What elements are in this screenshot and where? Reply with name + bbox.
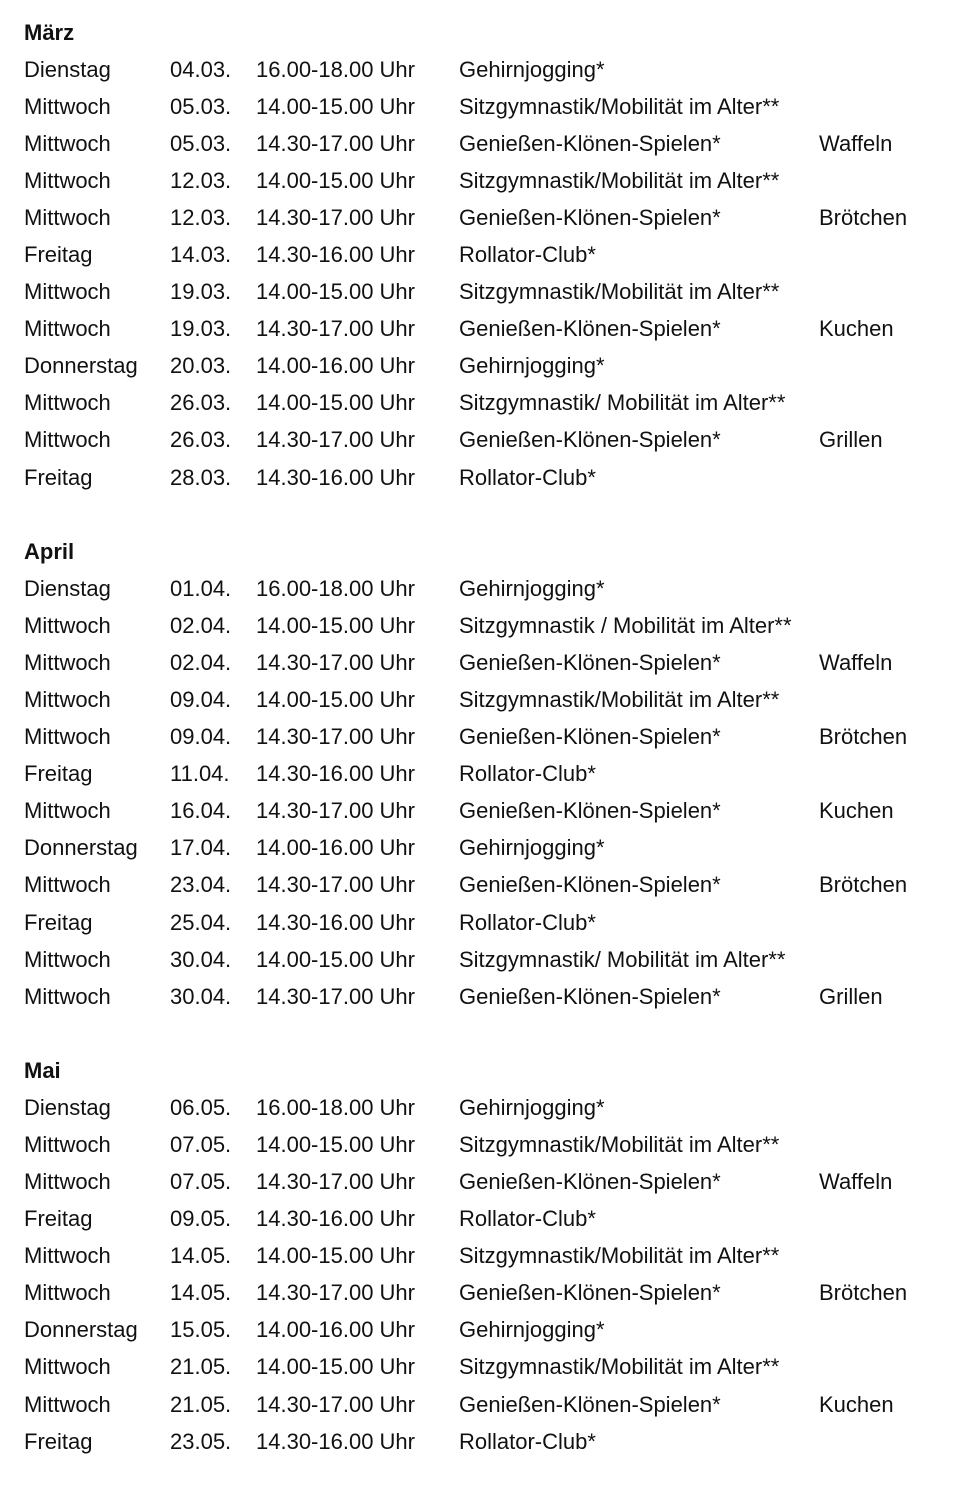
weekday-cell: Mittwoch <box>24 1131 111 1157</box>
time-cell: 14.00-15.00 Uhr <box>256 390 415 416</box>
schedule-row <box>24 570 944 607</box>
time-cell: 14.00-15.00 Uhr <box>256 612 415 638</box>
date-cell: 20.03. <box>170 353 232 379</box>
time-cell: 14.30-17.00 Uhr <box>256 983 415 1009</box>
schedule-row <box>24 274 944 311</box>
weekday-cell: Freitag <box>24 761 93 787</box>
schedule-row <box>24 941 944 978</box>
weekday-cell: Mittwoch <box>24 167 111 193</box>
weekday-cell: Mittwoch <box>24 649 111 675</box>
time-cell: 14.00-16.00 Uhr <box>256 1317 415 1343</box>
schedule-row <box>24 793 944 830</box>
schedule-row <box>24 978 944 1015</box>
month-section <box>24 14 944 496</box>
schedule-row <box>24 88 944 125</box>
time-cell: 14.30-16.00 Uhr <box>256 1428 415 1454</box>
activity-cell: Sitzgymnastik/Mobilität im Alter** <box>459 93 780 119</box>
date-cell: 19.03. <box>170 316 232 342</box>
schedule-row <box>24 1089 944 1126</box>
weekday-cell: Donnerstag <box>24 835 138 861</box>
activity-cell: Sitzgymnastik/Mobilität im Alter** <box>459 167 780 193</box>
weekday-cell: Dienstag <box>24 575 111 601</box>
activity-cell: Genießen-Klönen-Spielen* <box>459 1280 721 1306</box>
activity-cell: Sitzgymnastik/Mobilität im Alter** <box>459 1354 780 1380</box>
time-cell: 14.30-17.00 Uhr <box>256 798 415 824</box>
activity-cell: Sitzgymnastik / Mobilität im Alter** <box>459 612 792 638</box>
weekday-cell: Mittwoch <box>24 1391 111 1417</box>
schedule-row <box>24 756 944 793</box>
date-cell: 25.04. <box>170 909 232 935</box>
date-cell: 11.04. <box>170 761 230 787</box>
activity-cell: Genießen-Klönen-Spielen* <box>459 1391 721 1417</box>
schedule-row <box>24 459 944 496</box>
weekday-cell: Freitag <box>24 909 93 935</box>
weekday-cell: Mittwoch <box>24 1168 111 1194</box>
date-cell: 06.05. <box>170 1094 232 1120</box>
weekday-cell: Mittwoch <box>24 686 111 712</box>
weekday-cell: Donnerstag <box>24 1317 138 1343</box>
time-cell: 14.00-15.00 Uhr <box>256 279 415 305</box>
time-cell: 14.30-17.00 Uhr <box>256 427 415 453</box>
date-cell: 23.05. <box>170 1428 232 1454</box>
time-cell: 16.00-18.00 Uhr <box>256 56 415 82</box>
activity-cell: Rollator-Club* <box>459 909 596 935</box>
activity-cell: Gehirnjogging* <box>459 1094 605 1120</box>
month-title: März <box>24 20 75 45</box>
schedule-row <box>24 1423 944 1460</box>
time-cell: 14.30-17.00 Uhr <box>256 724 415 750</box>
weekday-cell: Mittwoch <box>24 279 111 305</box>
activity-cell: Genießen-Klönen-Spielen* <box>459 204 721 230</box>
time-cell: 14.30-17.00 Uhr <box>256 1168 415 1194</box>
date-cell: 04.03. <box>170 56 232 82</box>
schedule-row <box>24 644 944 681</box>
activity-cell: Gehirnjogging* <box>459 835 605 861</box>
weekday-cell: Mittwoch <box>24 798 111 824</box>
time-cell: 14.00-15.00 Uhr <box>256 1354 415 1380</box>
month-section <box>24 1052 944 1460</box>
activity-cell: Genießen-Klönen-Spielen* <box>459 130 721 156</box>
activity-cell: Genießen-Klönen-Spielen* <box>459 427 721 453</box>
activity-cell: Genießen-Klönen-Spielen* <box>459 724 721 750</box>
date-cell: 01.04. <box>170 575 232 601</box>
activity-cell: Rollator-Club* <box>459 464 596 490</box>
time-cell: 14.30-17.00 Uhr <box>256 316 415 342</box>
food-note-cell: Brötchen <box>819 872 908 898</box>
date-cell: 12.03. <box>170 204 232 230</box>
schedule-row <box>24 904 944 941</box>
food-note-cell: Brötchen <box>819 724 908 750</box>
weekday-cell: Donnerstag <box>24 353 138 379</box>
activity-cell: Gehirnjogging* <box>459 575 605 601</box>
food-note-cell: Grillen <box>819 427 883 453</box>
date-cell: 23.04. <box>170 872 232 898</box>
schedule-row <box>24 199 944 236</box>
activity-cell: Genießen-Klönen-Spielen* <box>459 872 721 898</box>
time-cell: 14.30-17.00 Uhr <box>256 204 415 230</box>
activity-cell: Genießen-Klönen-Spielen* <box>459 1168 721 1194</box>
activity-cell: Gehirnjogging* <box>459 353 605 379</box>
time-cell: 14.30-17.00 Uhr <box>256 872 415 898</box>
time-cell: 14.00-15.00 Uhr <box>256 167 415 193</box>
weekday-cell: Freitag <box>24 1428 93 1454</box>
schedule-row <box>24 719 944 756</box>
schedule-row <box>24 1312 944 1349</box>
weekday-cell: Mittwoch <box>24 390 111 416</box>
time-cell: 14.30-16.00 Uhr <box>256 464 415 490</box>
schedule-row <box>24 1386 944 1423</box>
weekday-cell: Mittwoch <box>24 872 111 898</box>
date-cell: 14.05. <box>170 1243 232 1269</box>
food-note-cell: Waffeln <box>819 649 893 675</box>
time-cell: 14.30-16.00 Uhr <box>256 242 415 268</box>
time-cell: 16.00-18.00 Uhr <box>256 1094 415 1120</box>
time-cell: 14.00-15.00 Uhr <box>256 1243 415 1269</box>
activity-cell: Genießen-Klönen-Spielen* <box>459 983 721 1009</box>
food-note-cell: Kuchen <box>819 316 894 342</box>
weekday-cell: Mittwoch <box>24 204 111 230</box>
date-cell: 15.05. <box>170 1317 232 1343</box>
schedule-row <box>24 830 944 867</box>
schedule-row <box>24 385 944 422</box>
weekday-cell: Mittwoch <box>24 93 111 119</box>
schedule-row <box>24 1126 944 1163</box>
month-title: April <box>24 539 75 565</box>
weekday-cell: Mittwoch <box>24 1354 111 1380</box>
weekday-cell: Dienstag <box>24 56 111 82</box>
date-cell: 09.05. <box>170 1206 232 1232</box>
food-note-cell: Brötchen <box>819 1280 908 1306</box>
food-note-cell: Waffeln <box>819 130 893 156</box>
date-cell: 14.05. <box>170 1280 232 1306</box>
date-cell: 09.04. <box>170 724 232 750</box>
activity-cell: Sitzgymnastik/ Mobilität im Alter** <box>459 390 786 416</box>
date-cell: 21.05. <box>170 1391 232 1417</box>
schedule-row <box>24 867 944 904</box>
time-cell: 14.00-15.00 Uhr <box>256 946 415 972</box>
schedule-row <box>24 1349 944 1386</box>
schedule-row <box>24 51 944 88</box>
event-schedule <box>24 14 944 1497</box>
schedule-row <box>24 1238 944 1275</box>
date-cell: 19.03. <box>170 279 232 305</box>
schedule-row <box>24 607 944 644</box>
time-cell: 14.30-16.00 Uhr <box>256 909 415 935</box>
date-cell: 14.03. <box>170 242 232 268</box>
weekday-cell: Mittwoch <box>24 724 111 750</box>
date-cell: 05.03. <box>170 130 232 156</box>
date-cell: 26.03. <box>170 427 232 453</box>
activity-cell: Rollator-Club* <box>459 242 596 268</box>
date-cell: 30.04. <box>170 983 232 1009</box>
activity-cell: Rollator-Club* <box>459 1206 596 1232</box>
schedule-row <box>24 348 944 385</box>
date-cell: 07.05. <box>170 1131 232 1157</box>
date-cell: 12.03. <box>170 167 232 193</box>
activity-cell: Genießen-Klönen-Spielen* <box>459 316 721 342</box>
date-cell: 07.05. <box>170 1168 232 1194</box>
activity-cell: Genießen-Klönen-Spielen* <box>459 798 721 824</box>
date-cell: 02.04. <box>170 612 232 638</box>
month-section <box>24 533 944 1015</box>
month-title: Mai <box>24 1058 61 1084</box>
schedule-row <box>24 422 944 459</box>
activity-cell: Sitzgymnastik/Mobilität im Alter** <box>459 279 780 305</box>
activity-cell: Gehirnjogging* <box>459 56 605 82</box>
time-cell: 14.30-17.00 Uhr <box>256 649 415 675</box>
schedule-row <box>24 1201 944 1238</box>
time-cell: 14.00-15.00 Uhr <box>256 686 415 712</box>
weekday-cell: Dienstag <box>24 1094 111 1120</box>
food-note-cell: Waffeln <box>819 1168 893 1194</box>
weekday-cell: Mittwoch <box>24 427 111 453</box>
time-cell: 16.00-18.00 Uhr <box>256 575 415 601</box>
activity-cell: Sitzgymnastik/ Mobilität im Alter** <box>459 946 786 972</box>
schedule-row <box>24 681 944 718</box>
time-cell: 14.30-17.00 Uhr <box>256 130 415 156</box>
activity-cell: Sitzgymnastik/Mobilität im Alter** <box>459 1243 780 1269</box>
date-cell: 16.04. <box>170 798 232 824</box>
food-note-cell: Kuchen <box>819 1391 894 1417</box>
date-cell: 26.03. <box>170 390 232 416</box>
time-cell: 14.30-16.00 Uhr <box>256 1206 415 1232</box>
time-cell: 14.00-15.00 Uhr <box>256 1131 415 1157</box>
time-cell: 14.00-16.00 Uhr <box>256 835 415 861</box>
schedule-row <box>24 162 944 199</box>
weekday-cell: Mittwoch <box>24 983 111 1009</box>
activity-cell: Rollator-Club* <box>459 1428 596 1454</box>
weekday-cell: Freitag <box>24 464 93 490</box>
activity-cell: Rollator-Club* <box>459 761 596 787</box>
schedule-row <box>24 236 944 273</box>
weekday-cell: Mittwoch <box>24 1243 111 1269</box>
time-cell: 14.00-16.00 Uhr <box>256 353 415 379</box>
schedule-row <box>24 125 944 162</box>
time-cell: 14.30-17.00 Uhr <box>256 1280 415 1306</box>
weekday-cell: Mittwoch <box>24 612 111 638</box>
schedule-row <box>24 311 944 348</box>
weekday-cell: Mittwoch <box>24 130 111 156</box>
activity-cell: Gehirnjogging* <box>459 1317 605 1343</box>
date-cell: 05.03. <box>170 93 232 119</box>
weekday-cell: Freitag <box>24 1206 93 1232</box>
date-cell: 02.04. <box>170 649 232 675</box>
weekday-cell: Mittwoch <box>24 316 111 342</box>
time-cell: 14.00-15.00 Uhr <box>256 93 415 119</box>
food-note-cell: Kuchen <box>819 798 894 824</box>
activity-cell: Sitzgymnastik/Mobilität im Alter** <box>459 686 780 712</box>
weekday-cell: Freitag <box>24 242 93 268</box>
schedule-row <box>24 1275 944 1312</box>
date-cell: 28.03. <box>170 464 232 490</box>
food-note-cell: Brötchen <box>819 204 908 230</box>
activity-cell: Sitzgymnastik/Mobilität im Alter** <box>459 1131 780 1157</box>
weekday-cell: Mittwoch <box>24 946 111 972</box>
activity-cell: Genießen-Klönen-Spielen* <box>459 649 721 675</box>
date-cell: 09.04. <box>170 686 232 712</box>
schedule-row <box>24 1163 944 1200</box>
food-note-cell: Grillen <box>819 983 883 1009</box>
time-cell: 14.30-17.00 Uhr <box>256 1391 415 1417</box>
date-cell: 30.04. <box>170 946 232 972</box>
date-cell: 17.04. <box>170 835 232 861</box>
date-cell: 21.05. <box>170 1354 232 1380</box>
weekday-cell: Mittwoch <box>24 1280 111 1306</box>
time-cell: 14.30-16.00 Uhr <box>256 761 415 787</box>
